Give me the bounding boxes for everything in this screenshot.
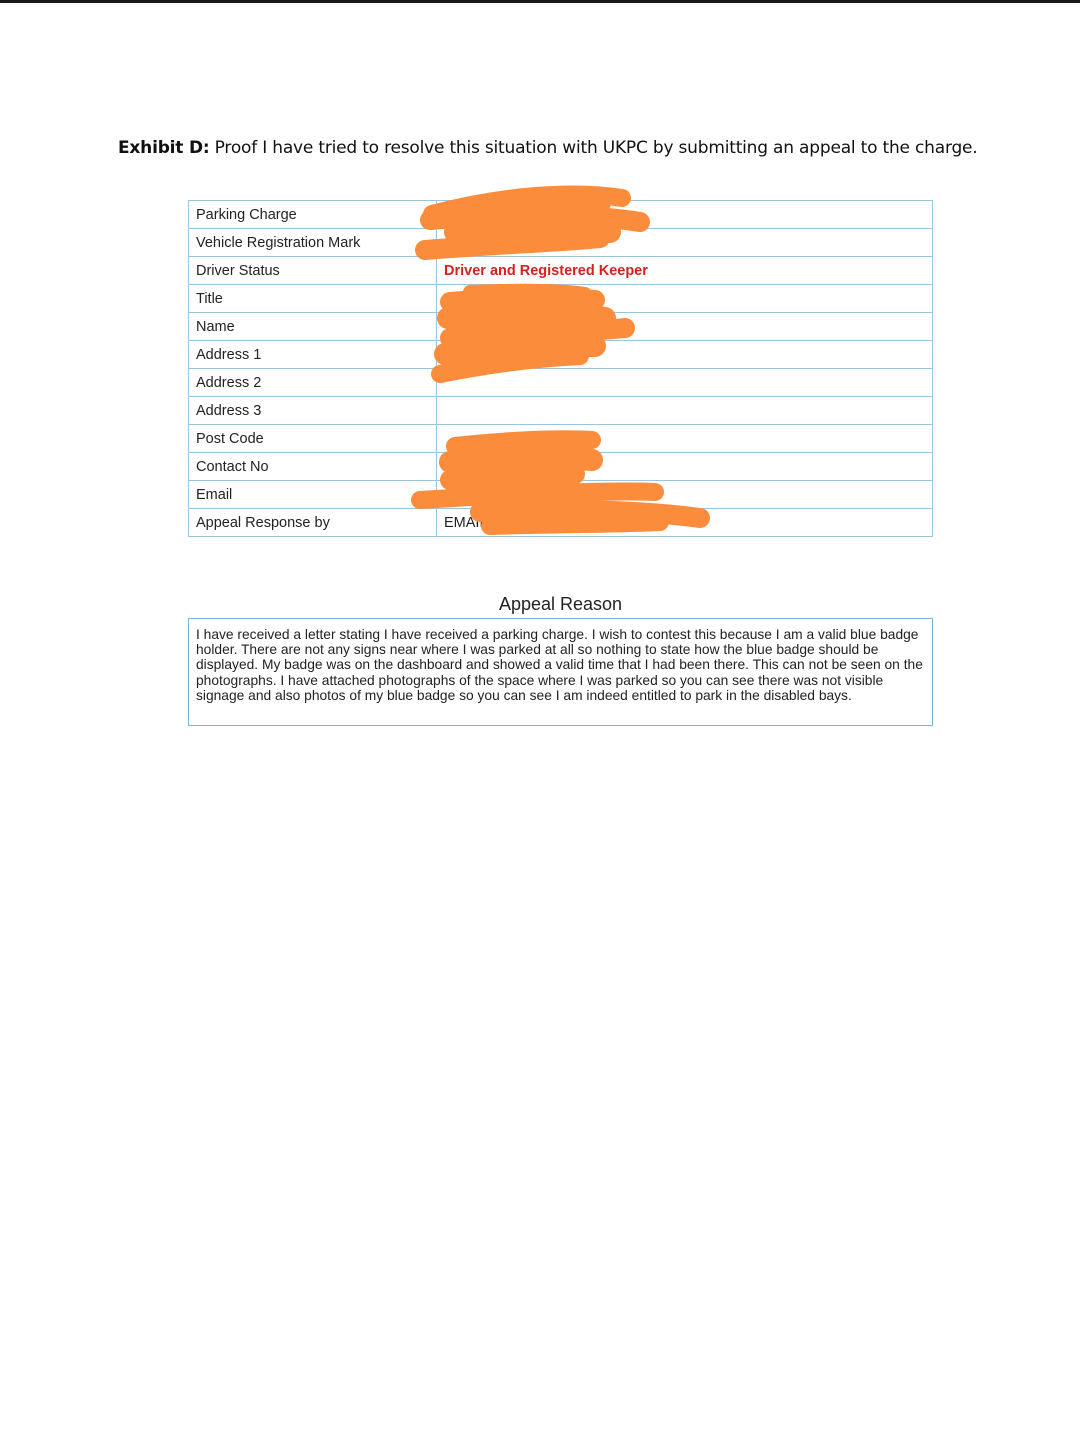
table-row bbox=[189, 509, 933, 537]
row-value-contact-no bbox=[437, 453, 933, 481]
table-row bbox=[189, 453, 933, 481]
top-border bbox=[0, 0, 1080, 3]
row-label-appeal-response: Appeal Response by bbox=[189, 509, 437, 537]
table-row bbox=[189, 313, 933, 341]
row-value-name bbox=[437, 313, 933, 341]
table-row bbox=[189, 397, 933, 425]
row-value-address-3 bbox=[437, 397, 933, 425]
exhibit-label: Exhibit D: bbox=[118, 138, 210, 158]
row-value-address-1 bbox=[437, 341, 933, 369]
row-label-address-1: Address 1 bbox=[189, 341, 437, 369]
row-label-post-code: Post Code bbox=[189, 425, 437, 453]
exhibit-text: Proof I have tried to resolve this situation with UKPC by submitting an appeal to the charge. bbox=[209, 138, 978, 158]
table-row bbox=[189, 201, 933, 229]
row-value-driver-status: Driver and Registered Keeper bbox=[437, 257, 933, 285]
row-label-address-2: Address 2 bbox=[189, 369, 437, 397]
row-value-title bbox=[437, 285, 933, 313]
table-row bbox=[189, 285, 933, 313]
row-label-name: Name bbox=[189, 313, 437, 341]
row-label-address-3: Address 3 bbox=[189, 397, 437, 425]
row-value-post-code bbox=[437, 425, 933, 453]
row-label-title: Title bbox=[189, 285, 437, 313]
row-label-vehicle-registration: Vehicle Registration Mark bbox=[189, 229, 437, 257]
row-label-email: Email bbox=[189, 481, 437, 509]
row-value-vehicle-registration bbox=[437, 229, 933, 257]
row-value-address-2 bbox=[437, 369, 933, 397]
table-row bbox=[189, 257, 933, 285]
exhibit-caption bbox=[118, 138, 978, 158]
table-row bbox=[189, 341, 933, 369]
row-value-appeal-response: EMAIL bbox=[437, 509, 933, 537]
table-row bbox=[189, 369, 933, 397]
table-row bbox=[189, 481, 933, 509]
appeal-reason-heading: Appeal Reason bbox=[498, 594, 623, 614]
row-label-driver-status: Driver Status bbox=[189, 257, 437, 285]
appeal-details-table bbox=[188, 200, 933, 537]
table-row bbox=[189, 425, 933, 453]
row-value-email bbox=[437, 481, 933, 509]
row-value-parking-charge bbox=[437, 201, 933, 229]
appeal-reason-text: I have received a letter stating I have received a parking charge. I wish to contest this because I am a valid blue badge holder. There are not any signs near where I was parked at all so nothing to state how the blue badge should be displayed. My badge was on the dashboard and showed a valid time that I had been there. This can not be seen on the photographs. I have attached photographs of the space where I was parked so you can see there was not visible signage and also photos of my blue badge so you can see I am indeed entitled to park in the disabled bays. bbox=[188, 618, 933, 726]
row-label-parking-charge: Parking Charge bbox=[189, 201, 437, 229]
table-row bbox=[189, 229, 933, 257]
row-label-contact-no: Contact No bbox=[189, 453, 437, 481]
